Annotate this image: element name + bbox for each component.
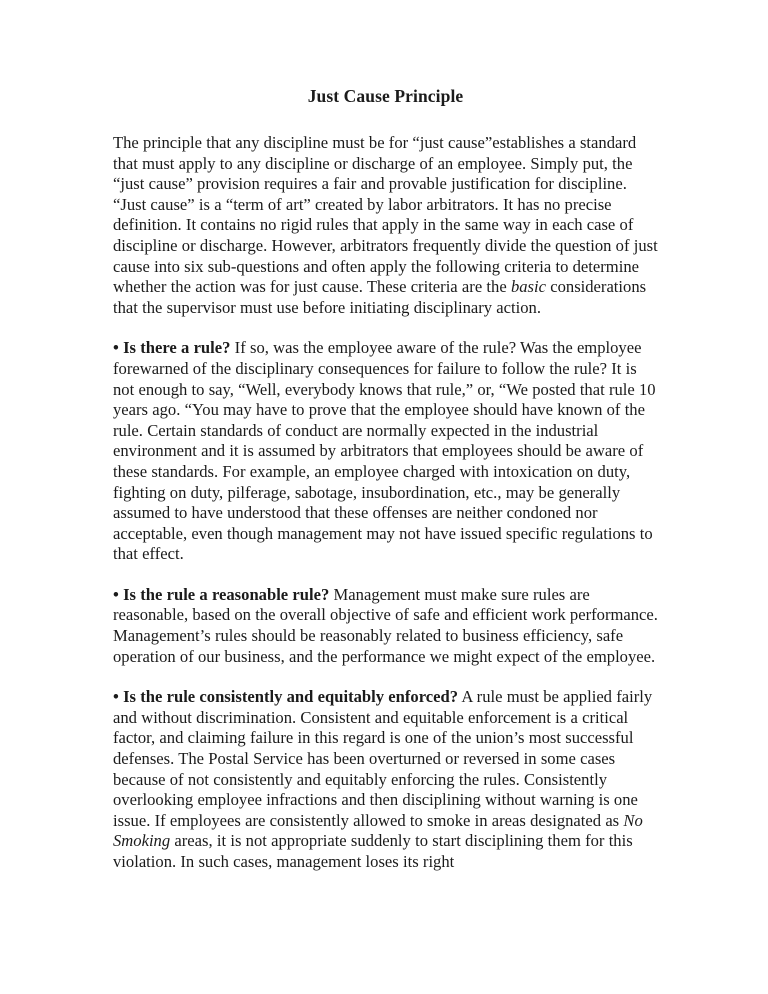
intro-emphasis-basic: basic: [510, 277, 546, 297]
criterion-3-emphasis-no-smoking: No Smoking: [113, 810, 643, 851]
criterion-2-lead: [119, 585, 329, 604]
criterion-3-lead: [119, 687, 458, 706]
criterion-1-paragraph: [113, 338, 658, 565]
criterion-3-paragraph: [113, 687, 658, 872]
criterion-3-body-after-emphasis: areas, it is not appropriate suddenly to start disciplining them for this violation. In such cases, management loses its right: [113, 831, 633, 871]
bullet-icon: •: [113, 338, 119, 358]
document-body: [113, 86, 658, 873]
criterion-2-lead-text: Is the rule a reasonable rule?: [123, 584, 330, 604]
criterion-1-lead-text: Is there a rule?: [123, 338, 231, 358]
intro-text-after-emphasis: considerations that the supervisor must use before initiating disciplinary action.: [113, 277, 647, 317]
criterion-2-paragraph: [113, 585, 658, 667]
criterion-1-lead: [119, 338, 231, 357]
criterion-3-body-before-emphasis: A rule must be applied fairly and without discrimination. Consistent and equitable enforcement is a critical factor, and claiming failure in this regard is one of the union’s most successful defenses. The Postal Service has been overturned or reversed in some cases because of not consistently and equitably enforcing the rules. Consistently overlooking employee infractions and then disciplining without warning is one issue. If employees are consistently allowed to smoke in areas designated as: [113, 687, 653, 830]
criterion-2-body: Management must make sure rules are reasonable, based on the overall objective of safe and efficient work performance. Management’s rules should be reasonably related to business efficiency, safe operation of our business, and the performance we might expect of the employee.: [113, 584, 658, 666]
bullet-icon: •: [113, 584, 119, 604]
criterion-1-body: If so, was the employee aware of the rule? Was the employee forewarned of the disciplinary consequences for failure to follow the rule? It is not enough to say, “Well, everybody knows that rule,” or, “We posted that rule 10 years ago. “You may have to prove that the employee should have known of the rule. Certain standards of conduct are normally expected in the industrial environment and it is assumed by arbitrators that employees should be aware of these standards. For example, an employee charged with intoxication on duty, fighting on duty, pilferage, sabotage, insubordination, etc., may be generally assumed to have understood that these offenses are neither condoned nor acceptable, even though management may not have issued specific regulations to that effect.: [113, 338, 656, 564]
intro-text-before-emphasis: The principle that any discipline must be for “just cause”establishes a standard that must apply to any discipline or discharge of an employee. Simply put, the “just cause” provision requires a fair and provable justification for discipline. “Just cause” is a “term of art” created by labor arbitrators. It has no precise definition. It contains no rigid rules that apply in the same way in each case of discipline or discharge. However, arbitrators frequently divide the question of just cause into six sub-questions and often apply the following criteria to determine whether the action was for just cause. These criteria are the: [113, 133, 658, 297]
intro-paragraph: [113, 133, 658, 318]
criterion-3-lead-text: Is the rule consistently and equitably enforced?: [123, 687, 459, 707]
bullet-icon: •: [113, 687, 119, 707]
page-title: Just Cause Principle: [307, 86, 464, 106]
